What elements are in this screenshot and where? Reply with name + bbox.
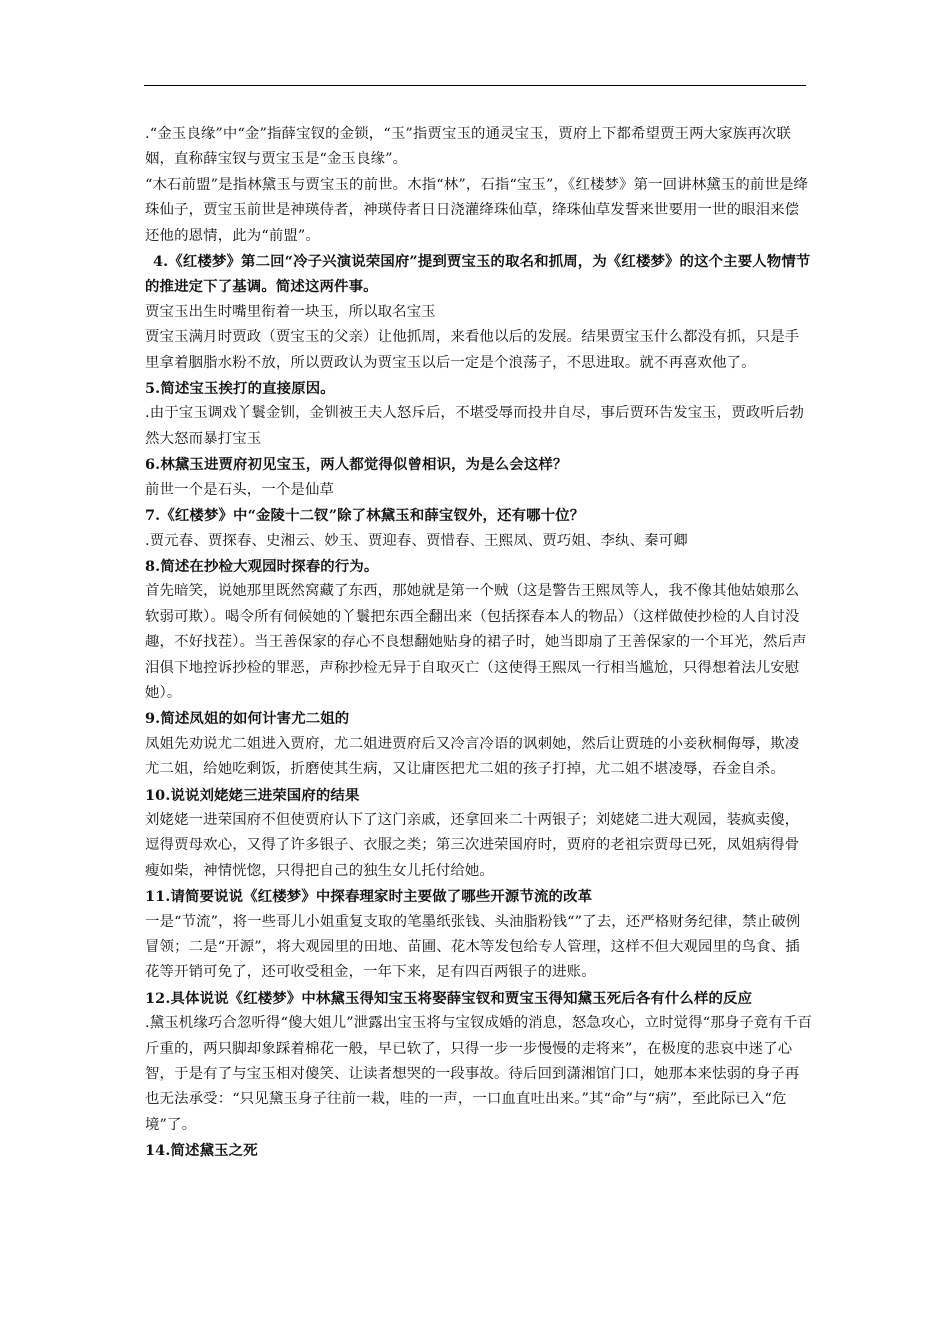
question-6: 6.林黛玉进贾府初见宝玉，两人都觉得似曾相识，为是么会这样？ <box>145 456 568 474</box>
answer-jinyu-liangyuan: .“金玉良缘”中“金”指薛宝钗的金锁，“玉”指贾宝玉的通灵宝玉，贾府上下都希望贾王两大家族再次联姻，直称薛宝钗与贾宝玉是“金玉良缘”。 <box>145 126 791 168</box>
answer-12: .黛玉机缘巧合忽听得“傻大姐儿”泄露出宝玉将与宝钗成婚的消息，怒急攻心，立时觉得“那身子竟有千百斤重的，两只脚却象踩着棉花一般，早已软了，只得一步一步慢慢的走将来”，在极度的悲哀中迷了心智，于是有了与宝玉相对傻笑、让读者想哭的一段事故。待后回到潇湘馆门口，她那本来怯弱的身子再也无法承受：“只见黛玉身子往前一栽，哇的一声，一口血直吐出来。”其“命”与“病”，至此际已入“危境”了。 <box>145 1015 813 1133</box>
answer-5: .由于宝玉调戏丫鬟金钏，金钏被王夫人怒斥后，不堪受辱而投井自尽，事后贾环告发宝玉，贾政听后勃然大怒而暴打宝玉 <box>145 405 805 447</box>
question-5: 5.简述宝玉挨打的直接原因。 <box>145 380 335 398</box>
question-9: 9.简述凤姐的如何计害尤二姐的 <box>145 710 350 728</box>
answer-10: 刘姥姥一进荣国府不但使贾府认下了这门亲戚，还拿回来二十两银子；刘姥姥二进大观园，装疯卖傻，逗得贾母欢心，又得了许多银子、衣服之类；第三次进荣国府时，贾府的老祖宗贾母已死，凤姐病得骨瘦如柴，神情恍惚，只得把自己的独生女儿托付给她。 <box>145 811 800 879</box>
answer-11: 一是“节流”，将一些哥儿小姐重复支取的笔墨纸张钱、头油脂粉钱“”了去，还严格财务纪律，禁止破例冒领；二是“开源”，将大观园里的田地、苗圃、花木等发包给专人管理，这样不但大观园里的鸟食、插花等开销可免了，还可收受租金，一年下来，足有四百两银子的进账。 <box>145 913 801 981</box>
header-rule <box>144 85 806 86</box>
document-body <box>145 122 813 1164</box>
answer-8: 首先暗笑，说她那里既然窝藏了东西，那她就是第一个贼（这是警告王熙凤等人，我不像其他姑娘那么软弱可欺）。喝令所有伺候她的丫鬟把东西全翻出来（包括探春本人的物品）（这样做使抄检的人自讨没趣，不好找茬）。当王善保家的存心不良想翻她贴身的裙子时，她当即扇了王善保家的一个耳光，然后声泪俱下地控诉抄检的罪恶，声称抄检无异于自取灭亡（这使得王熙凤一行相当尴尬，只得想着法儿安慰她）。 <box>145 583 807 701</box>
question-11: 11.请简要说说《红楼梦》中探春理家时主要做了哪些开源节流的改革 <box>145 888 593 906</box>
answer-7: .贾元春、贾探春、史湘云、妙玉、贾迎春、贾惜春、王熙凤、贾巧姐、李纨、秦可卿 <box>145 532 688 549</box>
answer-9: 凤姐先劝说尤二姐进入贾府，尤二姐进贾府后又冷言冷语的讽刺她，然后让贾琏的小妾秋桐侮辱，欺凌尤二姐，给她吃剩饭，折磨使其生病，又让庸医把尤二姐的孩子打掉，尤二姐不堪凌辱，吞金自杀。 <box>145 735 800 778</box>
answer-6: 前世一个是石头，一个是仙草 <box>145 481 335 498</box>
question-8: 8.简述在抄检大观园时探春的行为。 <box>145 557 379 575</box>
question-12: 12.具体说说《红楼梦》中林黛玉得知宝玉将娶薛宝钗和贾宝玉得知黛玉死后各有什么样的反应 <box>145 989 753 1007</box>
question-7: 7.《红楼梦》中“金陵十二钗”除了林黛玉和薛宝钗外，还有哪十位？ <box>145 507 585 525</box>
answer-4-zhuazhou: 贾宝玉满月时贾政（贾宝玉的父亲）让他抓周，来看他以后的发展。结果贾宝玉什么都没有抓，只是手里拿着胭脂水粉不放，所以贾政认为贾宝玉以后一定是个浪荡子，不思进取。就不再喜欢他了。 <box>145 329 800 371</box>
answer-4-naming: 贾宝玉出生时嘴里衔着一块玉，所以取名宝玉 <box>145 303 436 320</box>
question-14: 14.简述黛玉之死 <box>145 1142 258 1160</box>
question-10: 10.说说刘姥姥三进荣国府的结果 <box>145 786 360 804</box>
question-4: 4.《红楼梦》第二回“冷子兴演说荣国府”提到贾宝玉的取名和抓周，为《红楼梦》的这个主要人物情节的推进定下了基调。简述这两件事。 <box>145 253 811 296</box>
answer-mushi-qianmeng: “木石前盟”是指林黛玉与贾宝玉的前世。木指“林”，石指“宝玉”，《红楼梦》第一回讲林黛玉的前世是绛珠仙子，贾宝玉前世是神瑛侍者，神瑛侍者日日浇灌绛珠仙草，绛珠仙草发誓来世要用一世的眼泪来偿还他的恩情，此为“前盟”。 <box>145 176 809 244</box>
